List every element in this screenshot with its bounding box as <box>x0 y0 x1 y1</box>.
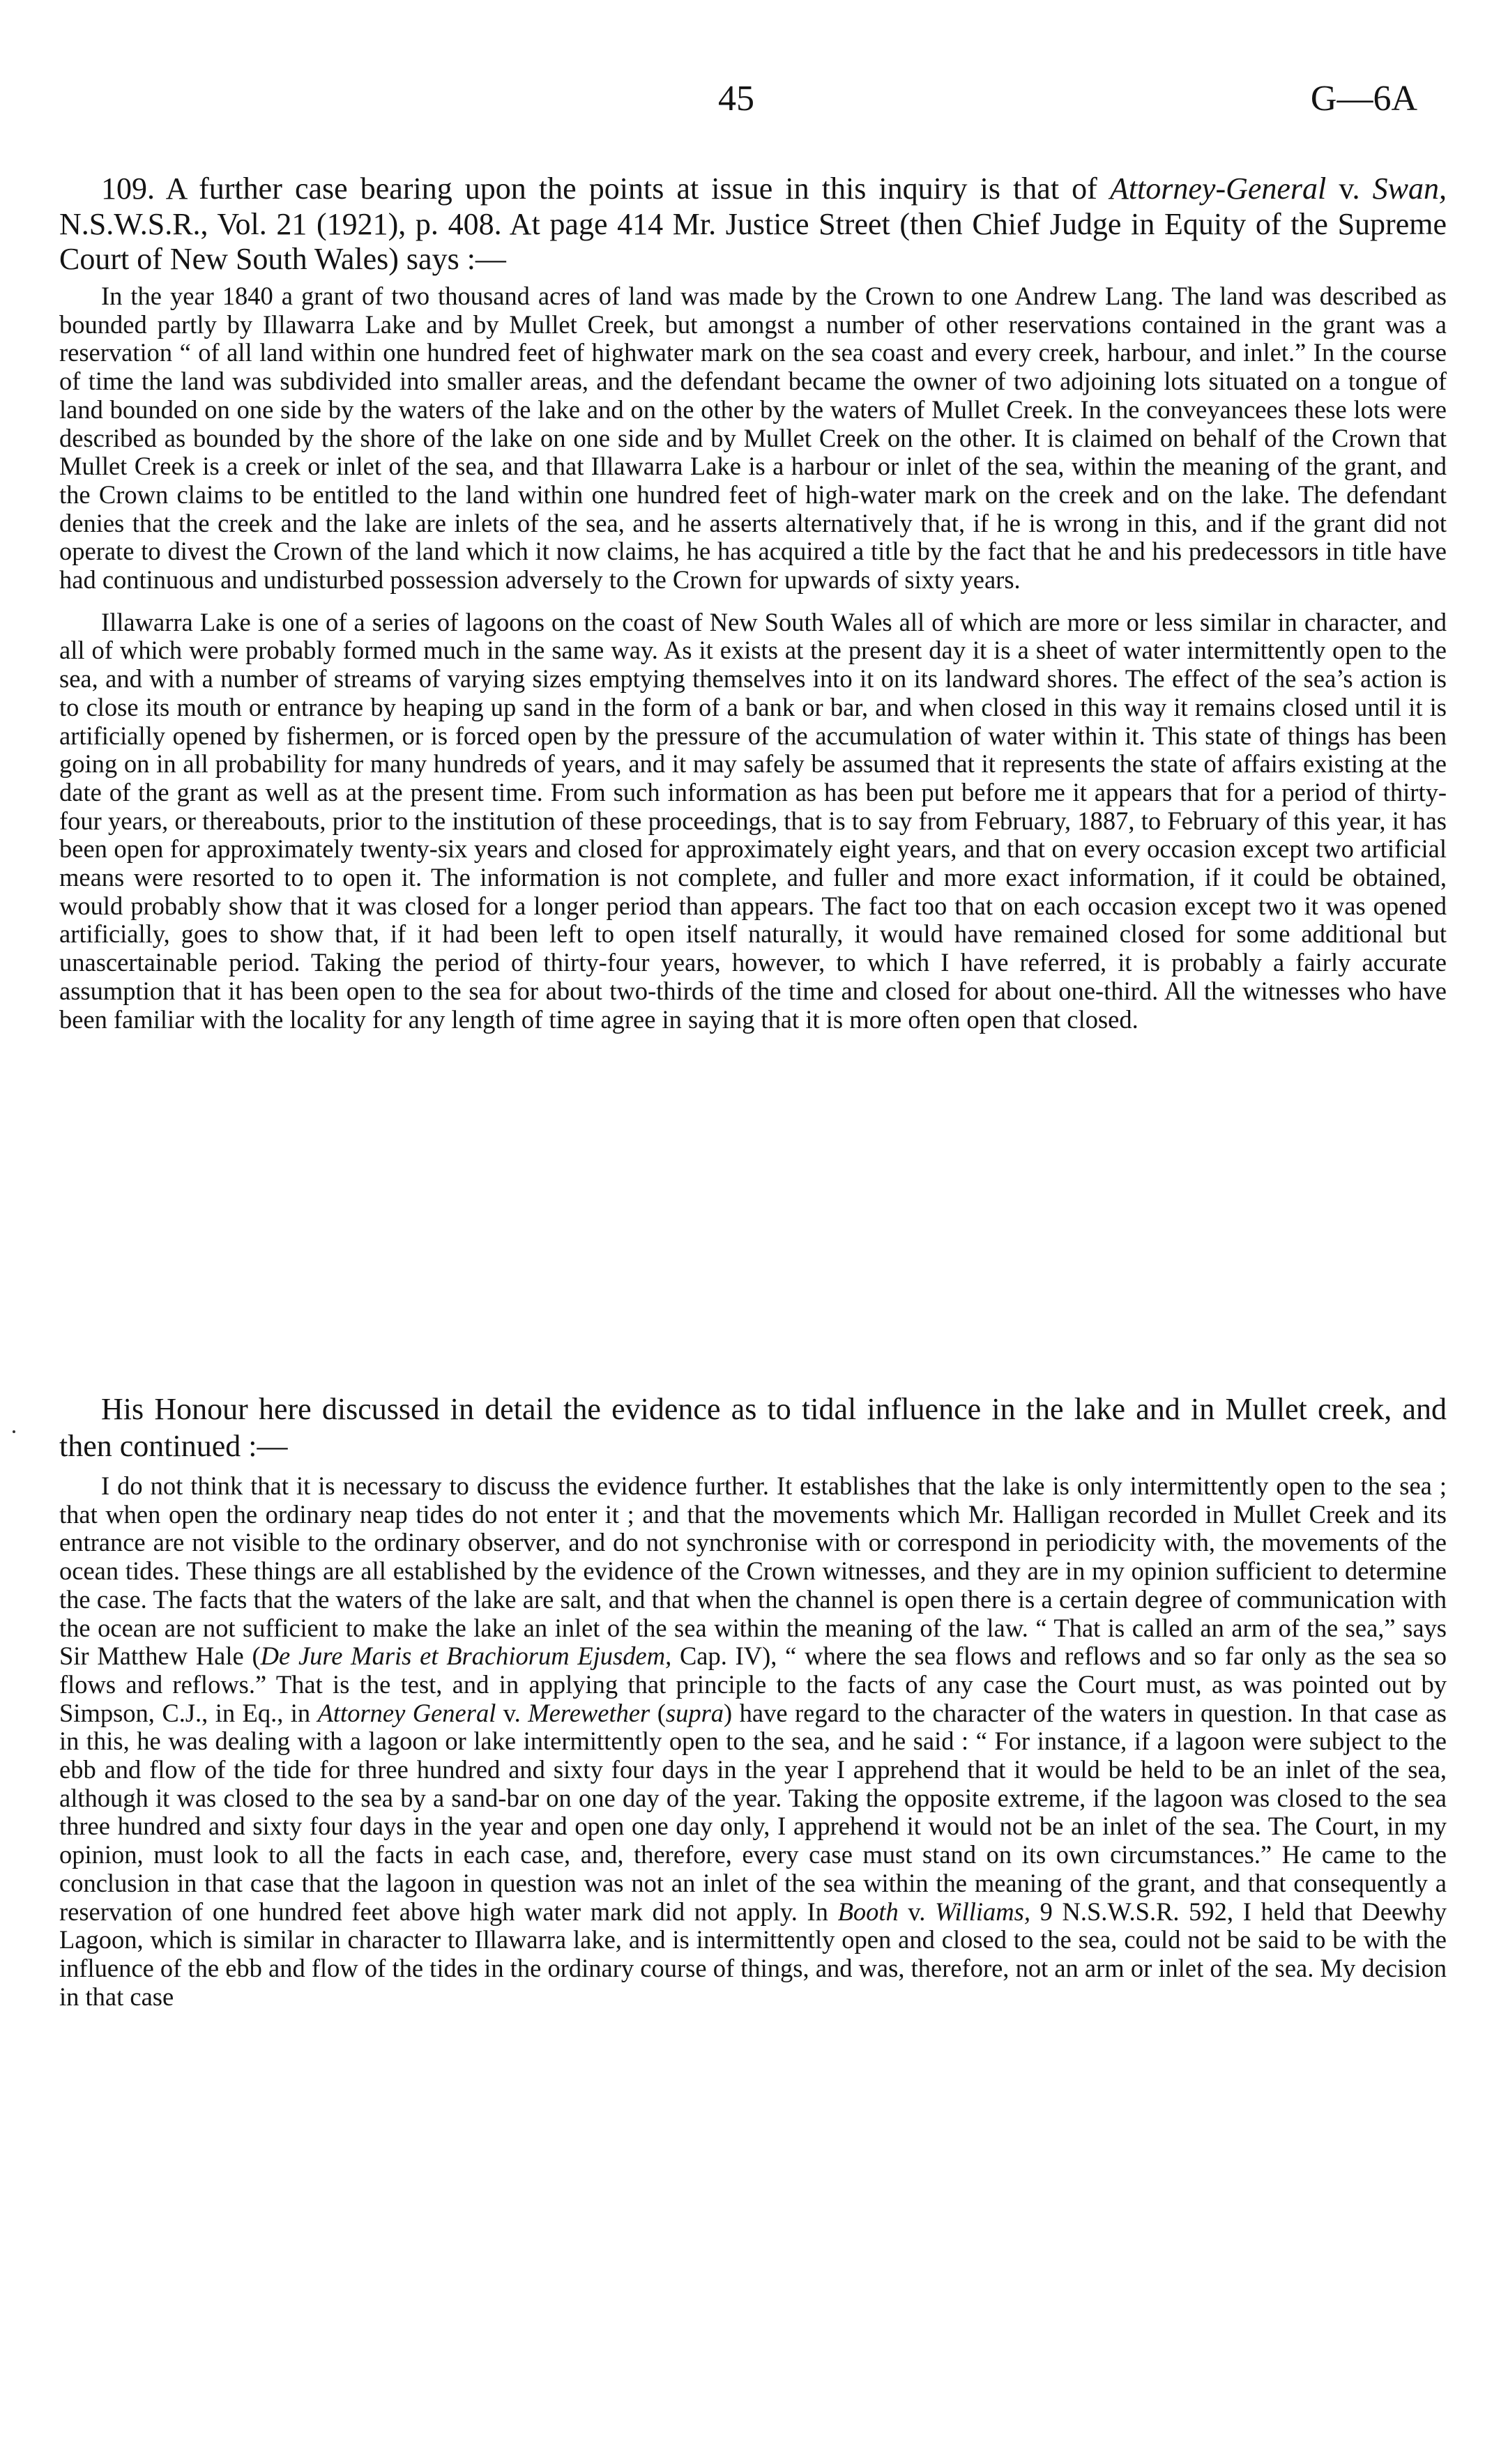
case-name-attorney-general: Attorney-General <box>1109 171 1327 206</box>
supra-term: supra <box>665 1698 724 1727</box>
case-name-swan: Swan, <box>1372 171 1447 206</box>
paragraph-109 <box>59 171 1447 277</box>
paper-reference: G—6A <box>1310 79 1417 118</box>
case-name-booth: Booth <box>837 1897 899 1926</box>
case-name-merewether: Merewether <box>528 1698 650 1727</box>
paragraph-109-text: 109. A further case bearing upon the points at issue in this inquiry is that of Attorney-General v. Swan, N.S.W.S.R., Vol. 21 (1921), p. 408. At page 414 Mr. Justice Street (then Chief Judge in Equity of the Supreme Court of New South Wales) says :— <box>59 171 1447 276</box>
quote-paragraph: In the year 1840 a grant of two thousand acres of land was made by the Crown to one Andrew Lang. The land was described as bounded partly by Illawarra Lake and by Mullet Creek, but amongst a number of other reservations contained in the grant was a reservation “ of all land within one hundred feet of highwater mark on the sea coast and every creek, harbour, and inlet.” In the course of time the land was subdivided into smaller areas, and the defendant became the owner of two adjoining lots situated on a tongue of land bounded on one side by the waters of the lake and on the other by the waters of Mullet Creek. In the conveyancees these lots were described as bounded by the shore of the lake on one side and by Mullet Creek on the other. It is claimed on behalf of the Crown that Mullet Creek is a creek or inlet of the sea, and that Illawarra Lake is a harbour or inlet of the sea, within the meaning of the grant, and the Crown claims to be entitled to the land within one hundred feet of high-water mark on the creek and on the lake. The defendant denies that the creek and the lake are inlets of the sea, and he asserts alternatively that, if he is wrong in this, and if the grant did not operate to divest the Crown of the land which it now claims, he has acquired a title by the fact that he and his predecessors in title have had continuous and undisturbed possession adversely to the Crown for upwards of sixty years. <box>59 282 1447 595</box>
quote-paragraph: Illawarra Lake is one of a series of lagoons on the coast of New South Wales all of which are more or less similar in character, and all of which were probably formed much in the same way. As it exists at the present day it is a sheet of water intermittently open to the sea, and with a number of streams of varying sizes emptying themselves into it on its landward shores. The effect of the sea’s action is to close its mouth or entrance by heaping up sand in the form of a bank or bar, and when closed in this way it remains closed until it is artificially opened by fishermen, or is forced open by the pressure of the accumulation of water within it. This state of things has been going on in all probability for many hundreds of years, and it may safely be assumed that it represents the state of affairs existing at the date of the grant as well as at the present time. From such information as has been put before me it appears that for a period of thirty-four years, or thereabouts, prior to the institution of these proceedings, that is to say from February, 1887, to February of this year, it has been open for approximately twenty-six years and closed for approximately eight years, and that on every occasion except two artificial means were resorted to to open it. The information is not complete, and fuller and more exact information, if it could be obtained, would probably show that it was closed for a longer period than appears. The fact too that on each occasion except two it was opened artificially, goes to show that, if it had been left to open itself naturally, it would have remained closed for some additional but unascertainable period. Taking the period of thirty-four years, however, to which I have referred, it is probably a fairly accurate assumption that it has been open to the sea for about two-thirds of the time and closed for about one-third. All the witnesses who have been familiar with the locality for any length of time agree in saying that it is more often open that closed. <box>59 607 1447 1034</box>
latin-title: De Jure Maris et Brachiorum Ejusdem, <box>260 1642 672 1671</box>
honour-text: His Honour here discussed in detail the evidence as to tidal influence in the lake and in Mullet creek, and then continued :— <box>59 1392 1447 1463</box>
quotation-2 <box>59 1472 1447 2011</box>
quotation-1 <box>59 282 1447 1034</box>
case-name-attorney-general: Attorney General <box>317 1698 496 1727</box>
quote-paragraph: I do not think that it is necessary to discuss the evidence further. It establishes that the lake is only intermittently open to the sea ; that when open the ordinary neap tides do not enter it ; and that the movements which Mr. Halligan recorded in Mullet Creek and its entrance are not visible to the ordinary observer, and do not synchronise with or correspond in periodicity with, the movements of the ocean tides. These things are all established by the evidence of the Crown witnesses, and they are in my opinion sufficient to determine the case. The facts that the waters of the lake are salt, and that when the channel is open there is a certain degree of communication with the ocean are not sufficient to make the lake an inlet of the sea within the meaning of the law. “ That is called an arm of the sea,” says Sir Matthew Hale (De Jure Maris et Brachiorum Ejusdem, Cap. IV), “ where the sea flows and reflows and so far only as the sea so flows and reflows.” That is the test, and in applying that principle to the facts of any case the Court must, as was pointed out by Simpson, C.J., in Eq., in Attorney General v. Merewether (supra) have regard to the character of the waters in question. In that case as in this, he was dealing with a lagoon or lake intermittently open to the sea, and he said : “ For instance, if a lagoon were subject to the ebb and flow of the tide for three hundred and sixty four days in the year I apprehend that it would be held to be an inlet of the sea, although it was closed to the sea by a sand-bar on one day of the year. Taking the opposite extreme, if the lagoon was closed to the sea three hundred and sixty four days in the year and open one day only, I apprehend it would not be an inlet of the sea. The Court, in my opinion, must look to all the facts in each case, and, therefore, every case must stand on its own circumstances.” He came to the conclusion in that case that the lagoon in question was not an inlet of the sea within the meaning of the grant, and that consequently a reservation of one hundred feet above high water mark did not apply. In Booth v. Williams, 9 N.S.W.S.R. 592, I held that Deewhy Lagoon, which is similar in character to Illawarra lake, and is intermittently open and closed to the sea, could not be said to be with the influence of the ebb and flow of the tides in the ordinary course of things, and was, therefore, not an arm or inlet of the sea. My decision in that case <box>59 1471 1447 2011</box>
stray-mark <box>13 1430 15 1433</box>
page-header <box>0 78 1508 127</box>
honour-paragraph <box>59 1391 1447 1464</box>
page-number: 45 <box>718 79 754 118</box>
case-name-williams: Williams, <box>935 1897 1030 1926</box>
